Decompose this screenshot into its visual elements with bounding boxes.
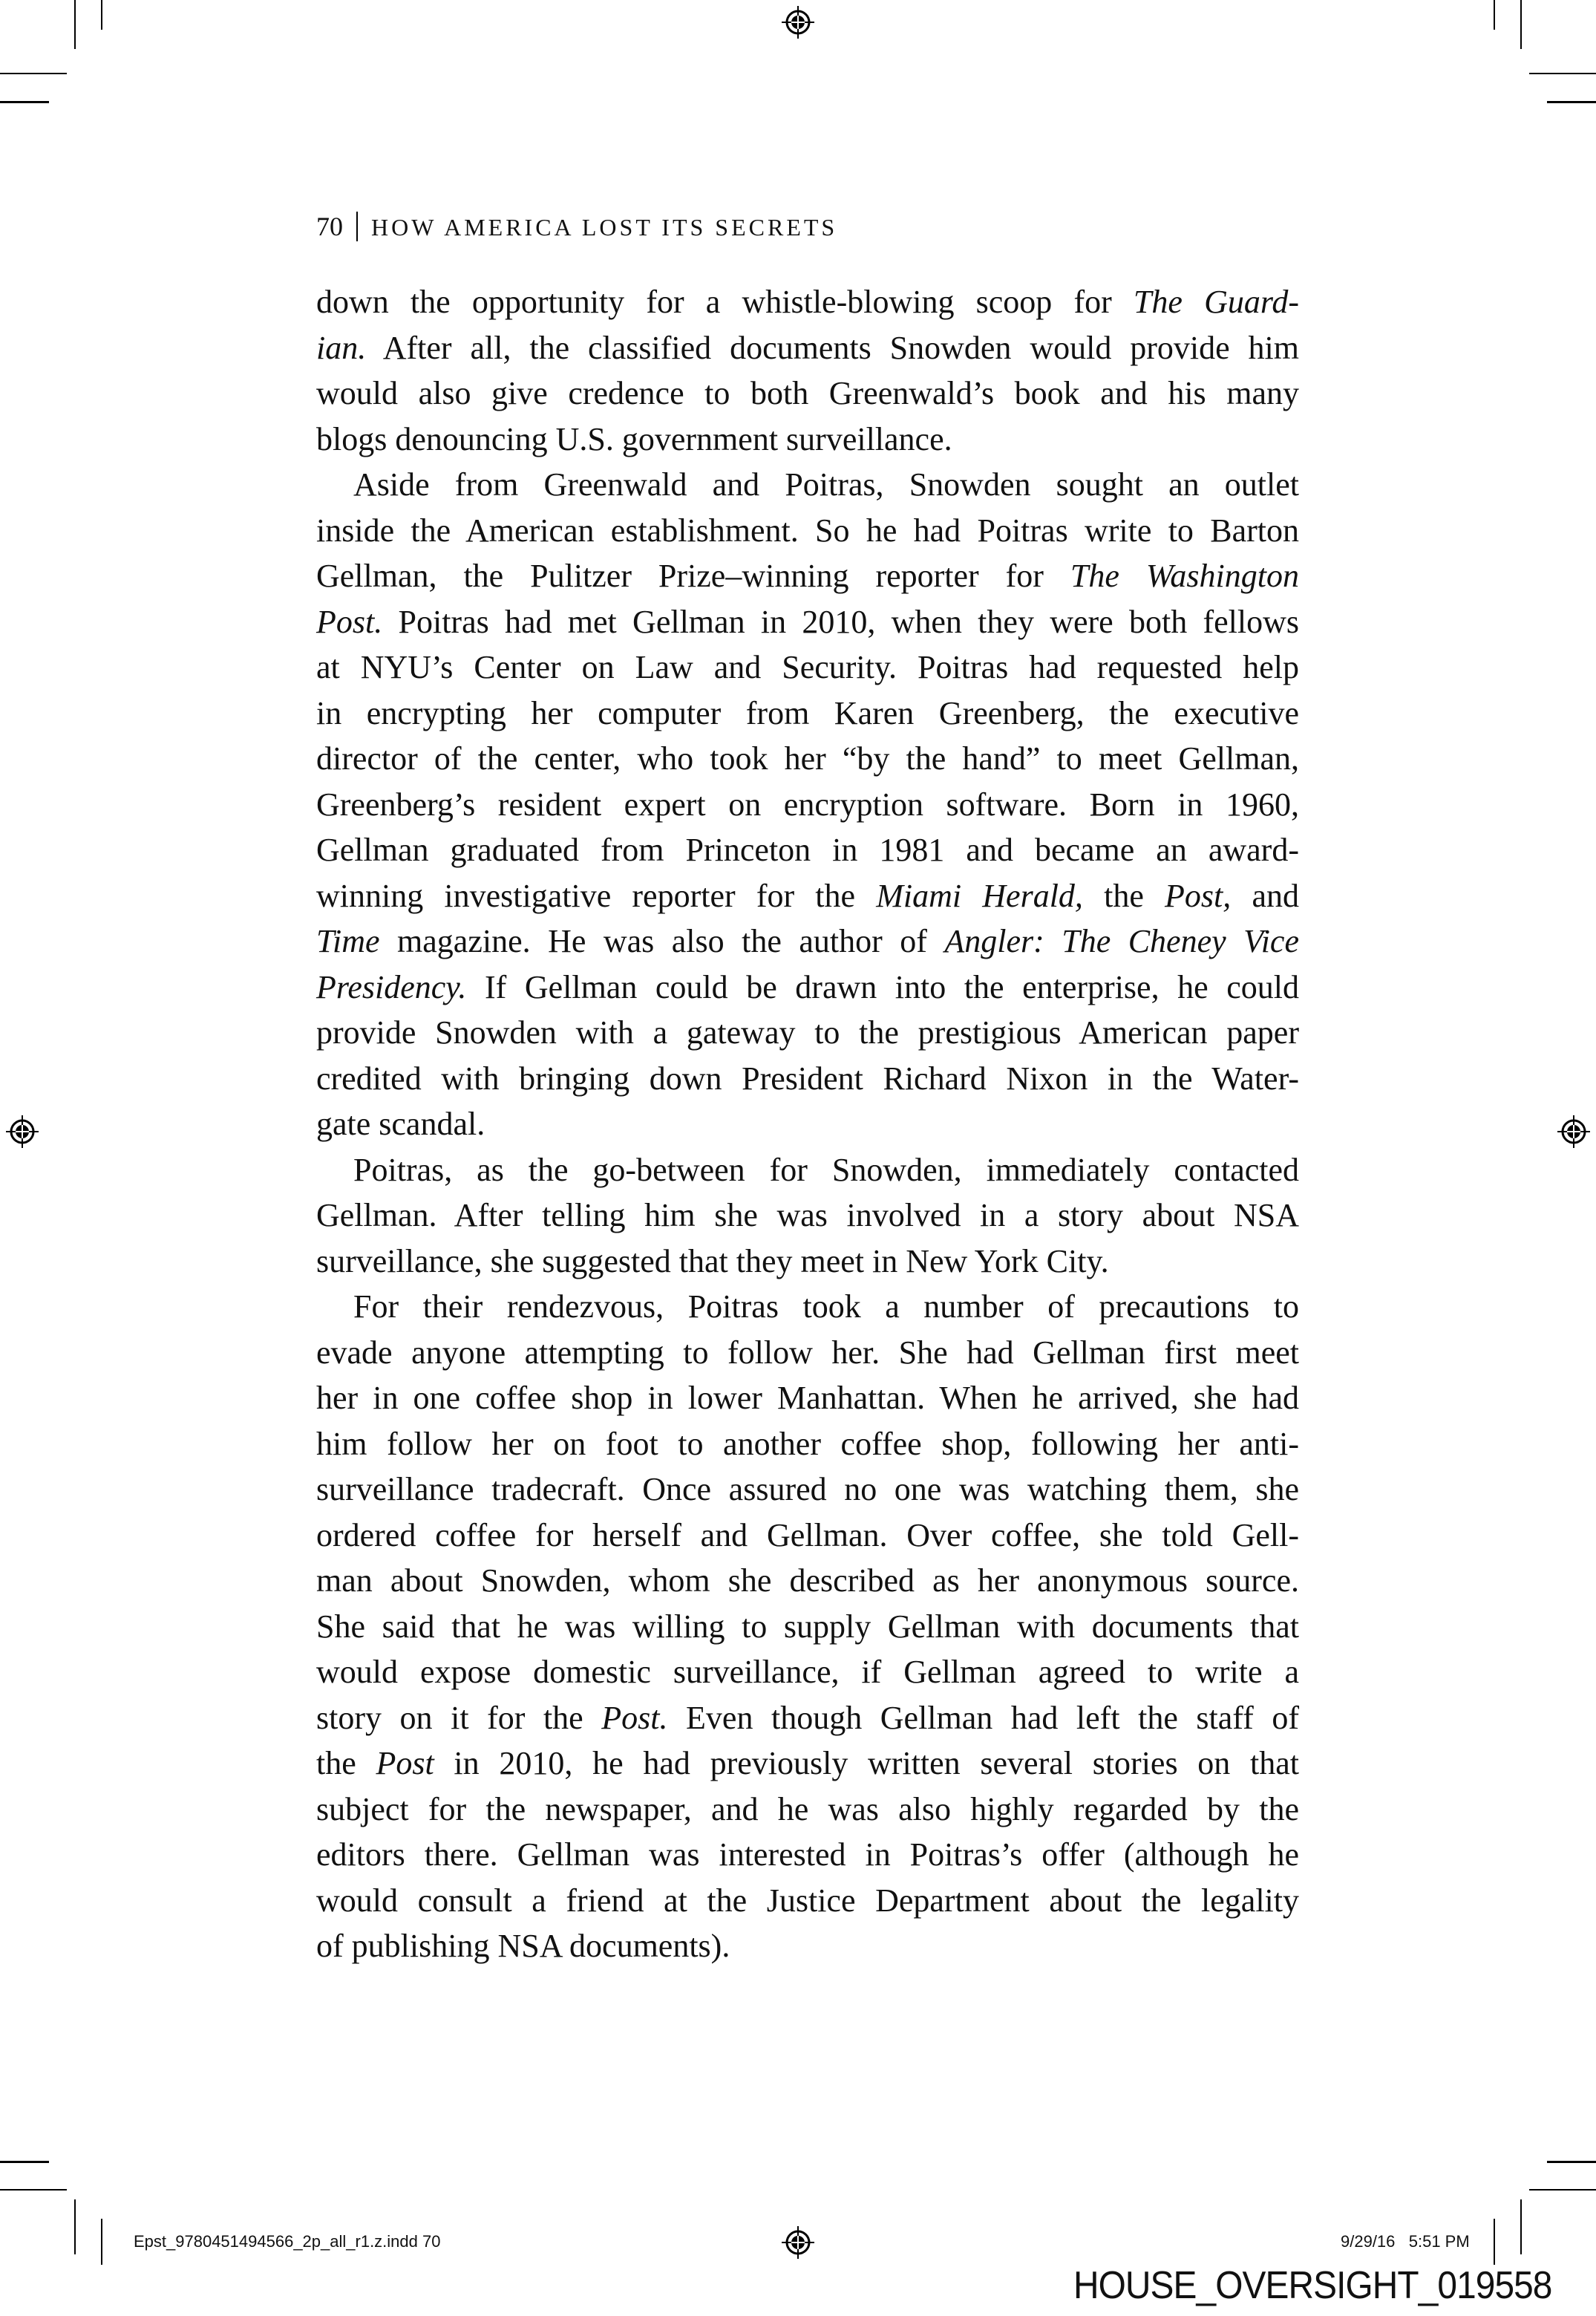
- registration-mark-icon: [782, 6, 814, 39]
- text-segment: of publishing NSA documents).: [316, 1928, 730, 1964]
- italic-text: Presidency.: [316, 968, 467, 1005]
- italic-text: Angler: The Cheney Vice: [944, 923, 1299, 959]
- text-segment: and: [1231, 877, 1299, 914]
- text-segment: would also give credence to both Greenwald’s book and his many: [316, 375, 1299, 411]
- text-line: [316, 279, 1299, 325]
- text-line: [316, 1649, 1299, 1695]
- text-segment: Greenberg’s resident expert on encryption software. Born in 1960,: [316, 786, 1299, 823]
- text-line: [316, 1513, 1299, 1559]
- text-line: [316, 1421, 1299, 1467]
- crop-mark: [101, 0, 102, 30]
- text-line: [316, 782, 1299, 828]
- text-segment: winning investigative reporter for the: [316, 877, 877, 914]
- text-segment: in encrypting her computer from Karen Greenberg, the executive: [316, 694, 1299, 731]
- text-line: [316, 691, 1299, 737]
- registration-mark-icon: [782, 2226, 814, 2259]
- text-segment: surveillance tradecraft. Once assured no one was watching them, she: [316, 1471, 1299, 1507]
- text-line: [316, 827, 1299, 873]
- page-number: 70: [316, 212, 343, 241]
- italic-text: Post.: [601, 1699, 668, 1736]
- crop-mark: [1520, 2199, 1522, 2254]
- crop-mark: [1494, 2219, 1495, 2265]
- italic-text: Time: [316, 923, 380, 959]
- crop-mark: [74, 2199, 76, 2254]
- text-segment: subject for the newspaper, and he was also highly regarded by the: [316, 1790, 1299, 1827]
- text-segment: editors there. Gellman was interested in Poitras’s offer (although he: [316, 1836, 1299, 1873]
- crop-mark: [1547, 101, 1596, 103]
- text-line: [316, 371, 1299, 417]
- text-line: [316, 1558, 1299, 1604]
- italic-text: Post.: [316, 603, 383, 640]
- text-line: [316, 1284, 1299, 1330]
- text-segment: the: [1082, 877, 1165, 914]
- file-slug: Epst_9780451494566_2p_all_r1.z.indd 70: [134, 2232, 441, 2251]
- text-segment: Gellman. After telling him she was involved in a story about NSA: [316, 1197, 1299, 1233]
- text-line: [316, 1741, 1299, 1787]
- text-segment: Poitras, as the go-between for Snowden, immediately contacted: [353, 1151, 1299, 1188]
- italic-text: The Guard-: [1133, 284, 1299, 320]
- print-timestamp: 9/29/16 5:51 PM: [1341, 2232, 1470, 2251]
- text-line: [316, 325, 1299, 371]
- text-segment: gate scandal.: [316, 1106, 485, 1142]
- text-segment: She said that he was willing to supply Gellman with documents that: [316, 1608, 1299, 1645]
- crop-mark: [0, 73, 67, 74]
- text-segment: Poitras had met Gellman in 2010, when they were both fellows: [382, 603, 1299, 640]
- text-segment: Gellman graduated from Princeton in 1981 and became an award-: [316, 832, 1299, 868]
- crop-mark: [0, 101, 49, 103]
- text-line: [316, 1604, 1299, 1650]
- text-segment: her in one coffee shop in lower Manhattan. When he arrived, she had: [316, 1380, 1299, 1416]
- registration-mark-icon: [1557, 1115, 1590, 1148]
- text-line: [316, 965, 1299, 1011]
- text-segment: story on it for the: [316, 1699, 602, 1736]
- text-line: [316, 919, 1299, 965]
- book-title: HOW AMERICA LOST ITS SECRETS: [371, 214, 838, 241]
- registration-mark-icon: [6, 1115, 39, 1148]
- crop-mark: [74, 0, 76, 49]
- text-line: [316, 1467, 1299, 1513]
- italic-text: Miami Herald,: [876, 877, 1083, 914]
- text-segment: would expose domestic surveillance, if Gellman agreed to write a: [316, 1654, 1299, 1690]
- text-segment: ordered coffee for herself and Gellman. Over coffee, she told Gell-: [316, 1516, 1299, 1553]
- text-segment: surveillance, she suggested that they meet in New York City.: [316, 1242, 1109, 1279]
- text-line: [316, 1330, 1299, 1376]
- text-segment: at NYU’s Center on Law and Security. Poitras had requested help: [316, 649, 1299, 685]
- running-head: [316, 211, 837, 242]
- text-line: [316, 553, 1299, 599]
- text-segment: credited with bringing down President Richard Nixon in the Water-: [316, 1060, 1299, 1097]
- text-segment: For their rendezvous, Poitras took a number of precautions to: [353, 1288, 1299, 1325]
- text-line: [316, 417, 1299, 463]
- text-line: [316, 1375, 1299, 1421]
- text-line: [316, 1101, 1299, 1147]
- text-line: [316, 645, 1299, 691]
- text-line: [316, 1147, 1299, 1193]
- crop-mark: [1547, 2161, 1596, 2163]
- crop-mark: [0, 2161, 49, 2163]
- italic-text: The Washington: [1070, 558, 1300, 594]
- crop-mark: [1520, 0, 1522, 49]
- text-line: [316, 1923, 1299, 1969]
- text-segment: down the opportunity for a whistle-blowing scoop for: [316, 284, 1134, 320]
- text-line: [316, 462, 1299, 508]
- text-segment: him follow her on foot to another coffee shop, following her anti-: [316, 1425, 1299, 1462]
- text-line: [316, 1695, 1299, 1741]
- text-segment: Even though Gellman had left the staff of: [667, 1699, 1299, 1736]
- italic-text: Post,: [1165, 877, 1232, 914]
- text-segment: man about Snowden, whom she described as her anonymous source.: [316, 1562, 1299, 1599]
- text-line: [316, 736, 1299, 782]
- body-text: [316, 279, 1299, 1969]
- text-segment: in 2010, he had previously written several stories on that: [434, 1745, 1299, 1781]
- text-segment: magazine. He was also the author of: [379, 923, 945, 959]
- crop-mark: [0, 2189, 67, 2191]
- text-segment: evade anyone attempting to follow her. She had Gellman first meet: [316, 1334, 1299, 1371]
- text-segment: If Gellman could be drawn into the enterprise, he could: [466, 968, 1299, 1005]
- text-line: [316, 1239, 1299, 1285]
- text-line: [316, 1878, 1299, 1924]
- text-line: [316, 873, 1299, 919]
- crop-mark: [1529, 73, 1596, 74]
- italic-text: ian.: [316, 329, 367, 366]
- divider: [356, 212, 358, 241]
- text-segment: After all, the classified documents Snowden would provide him: [366, 329, 1299, 366]
- text-segment: provide Snowden with a gateway to the prestigious American paper: [316, 1014, 1299, 1051]
- text-line: [316, 1832, 1299, 1878]
- text-line: [316, 1010, 1299, 1056]
- text-segment: Aside from Greenwald and Poitras, Snowden sought an outlet: [353, 466, 1299, 503]
- crop-mark: [101, 2219, 102, 2265]
- crop-mark: [1529, 2189, 1596, 2191]
- text-line: [316, 1193, 1299, 1239]
- bates-number: HOUSE_OVERSIGHT_019558: [1073, 2264, 1552, 2307]
- text-segment: the: [316, 1745, 376, 1781]
- text-line: [316, 1787, 1299, 1833]
- text-segment: would consult a friend at the Justice Department about the legality: [316, 1882, 1299, 1919]
- text-line: [316, 508, 1299, 554]
- text-segment: Gellman, the Pulitzer Prize–winning reporter for: [316, 558, 1070, 594]
- text-segment: blogs denouncing U.S. government surveillance.: [316, 420, 952, 457]
- text-line: [316, 1056, 1299, 1102]
- text-line: [316, 599, 1299, 645]
- text-segment: director of the center, who took her “by the hand” to meet Gellman,: [316, 740, 1299, 777]
- italic-text: Post: [376, 1745, 434, 1781]
- text-segment: inside the American establishment. So he had Poitras write to Barton: [316, 512, 1299, 549]
- crop-mark: [1494, 0, 1495, 30]
